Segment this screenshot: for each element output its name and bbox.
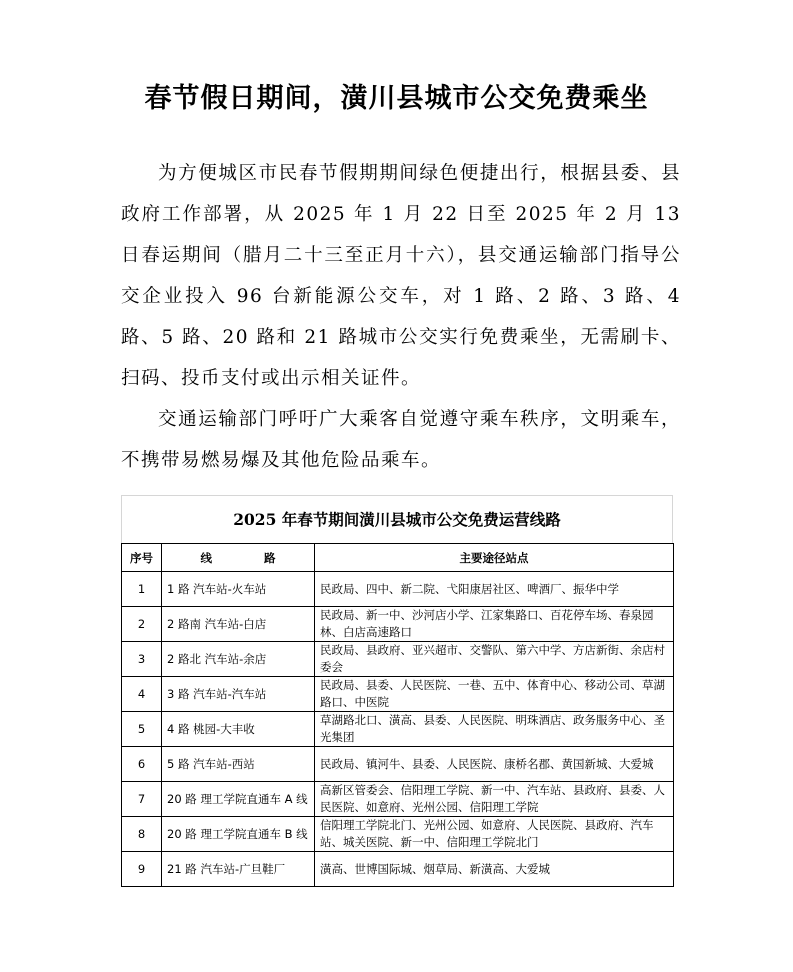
row-no: 5: [122, 712, 162, 747]
table-row: [122, 712, 674, 747]
page-title: 春节假日期间，潢川县城市公交免费乘坐: [144, 83, 649, 114]
paragraph-appeal: 交通运输部门呼吁广大乘客自觉遵守乘车秩序，文明乘车，不携带易燃易爆及其他危险品乘车。: [121, 409, 681, 471]
header-line-part1: 线: [200, 550, 212, 565]
header-line-part2: 路: [264, 550, 276, 565]
table-row: [122, 607, 674, 642]
table-row: [122, 782, 674, 817]
table-header-row: [122, 544, 674, 572]
row-line: 20 路 理工学院直通车 B 线: [162, 817, 315, 852]
row-stations: 高新区管委会、信阳理工学院、新一中、汽车站、县政府、县委、人民医院、如意府、光州公园、信阳理工学院: [315, 782, 674, 817]
routes-table-section: [121, 495, 673, 887]
row-stations: 信阳理工学院北门、光州公园、如意府、人民医院、县政府、汽车站、城关医院、新一中、信阳理工学院北门: [315, 817, 674, 852]
row-stations: 民政局、县委、人民医院、一巷、五中、体育中心、移动公司、草湖路口、中医院: [315, 677, 674, 712]
table-row: [122, 642, 674, 677]
row-no: 1: [122, 572, 162, 607]
row-line: 2 路南 汽车站-白店: [162, 607, 315, 642]
row-no: 9: [122, 852, 162, 887]
row-line: 21 路 汽车站-广旦鞋厂: [162, 852, 315, 887]
row-stations: 民政局、四中、新二院、弋阳康居社区、啤酒厂、振华中学: [315, 572, 674, 607]
row-stations: 民政局、镇河牛、县委、人民医院、康桥名郡、黄国新城、大爱城: [315, 747, 674, 782]
row-line: 3 路 汽车站-汽车站: [162, 677, 315, 712]
row-stations: 潢高、世博国际城、烟草局、新潢高、大爱城: [315, 852, 674, 887]
row-stations: 民政局、县政府、亚兴超市、交警队、第六中学、方店新街、余店村委会: [315, 642, 674, 677]
row-stations: 草湖路北口、潢高、县委、人民医院、明珠酒店、政务服务中心、圣光集团: [315, 712, 674, 747]
article-body: [121, 153, 681, 481]
row-stations: 民政局、新一中、沙河店小学、江家集路口、百花停车场、春泉园林、白店高速路口: [315, 607, 674, 642]
row-no: 3: [122, 642, 162, 677]
row-line: 5 路 汽车站-西站: [162, 747, 315, 782]
row-no: 2: [122, 607, 162, 642]
table-row: [122, 747, 674, 782]
row-line: 2 路北 汽车站-余店: [162, 642, 315, 677]
header-no: 序号: [122, 544, 162, 572]
header-stations: 主要途径站点: [315, 544, 674, 572]
row-no: 6: [122, 747, 162, 782]
row-no: 8: [122, 817, 162, 852]
row-line: 1 路 汽车站-火车站: [162, 572, 315, 607]
table-row: [122, 817, 674, 852]
row-line: 20 路 理工学院直通车 A 线: [162, 782, 315, 817]
row-line: 4 路 桃园-大丰收: [162, 712, 315, 747]
table-row: [122, 572, 674, 607]
table-row: [122, 852, 674, 887]
row-no: 7: [122, 782, 162, 817]
paragraph-announcement: 为方便城区市民春节假期期间绿色便捷出行，根据县委、县政府工作部署，从 2025 年 1 月 22 日至 2025 年 2 月 13 日春运期间（腊月二十三至正月十六），县交通运输部门指导公交企业投入 96 台新能源公交车，对 1 路、2 路、3 路、4 路、5 路、20 路和 21 路城市公交实行免费乘坐，无需刷卡、扫码、投币支付或出示相关证件。: [121, 163, 681, 389]
routes-table: [121, 543, 674, 887]
row-no: 4: [122, 677, 162, 712]
table-row: [122, 677, 674, 712]
header-line: [162, 544, 315, 572]
table-caption: 2025 年春节期间潢川县城市公交免费运营线路: [121, 495, 673, 543]
